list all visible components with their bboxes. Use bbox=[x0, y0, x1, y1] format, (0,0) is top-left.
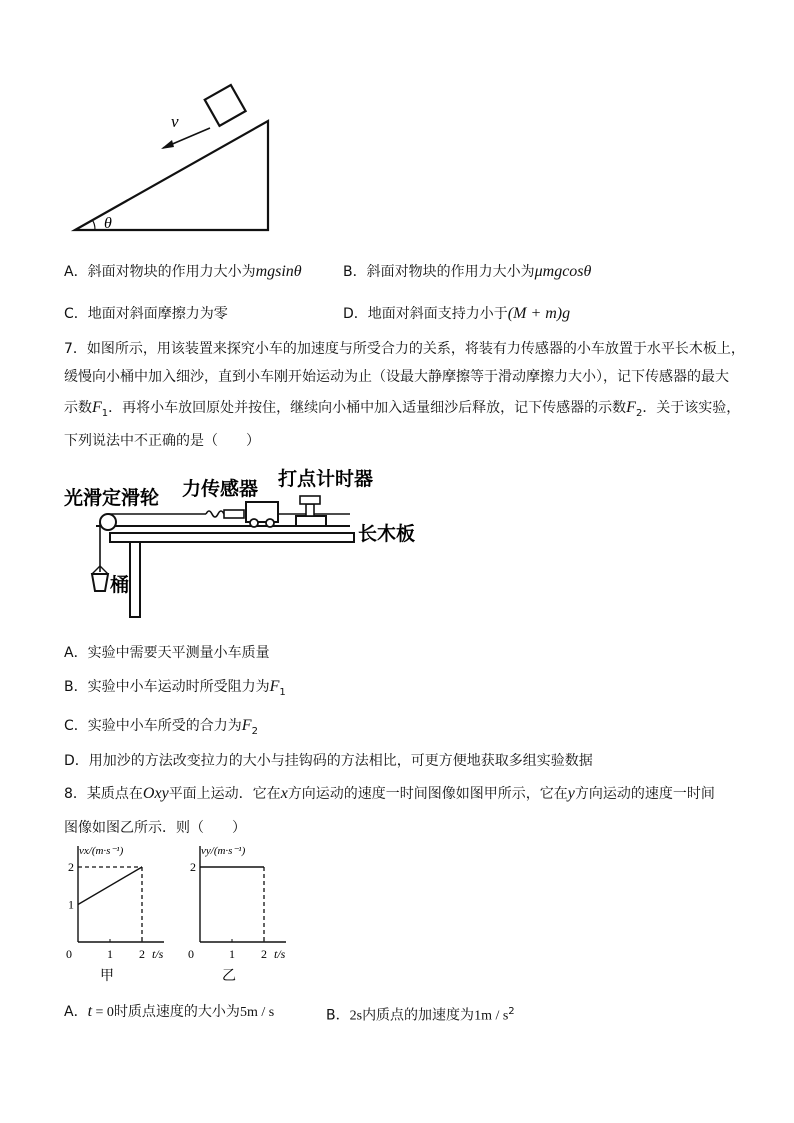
sensor-body bbox=[224, 510, 244, 518]
apparatus-figure bbox=[60, 464, 430, 624]
chart-jia bbox=[64, 844, 184, 984]
q8-option-a-eq: = 0 bbox=[92, 1005, 114, 1020]
q7-option-b-text: B．实验中小车运动时所受阻力为 bbox=[64, 679, 270, 695]
q8-option-b-s: 2s bbox=[349, 1008, 363, 1024]
q6-option-a-math: mgsinθ bbox=[255, 263, 302, 280]
q7-option-c bbox=[64, 716, 258, 742]
q7-option-b-f: F bbox=[269, 678, 280, 695]
pulley bbox=[100, 514, 116, 530]
cart-wheel-2 bbox=[266, 519, 274, 527]
q7-line-4: 下列说法中不正确的是（ ） bbox=[64, 433, 260, 449]
x-axis-label: t/s bbox=[152, 947, 164, 961]
timer-base bbox=[296, 516, 326, 526]
q6-option-b-math: μmgcosθ bbox=[534, 263, 592, 280]
q8-line-1 bbox=[64, 784, 715, 804]
data-line bbox=[78, 867, 142, 905]
pulley-label: 光滑定滑轮 bbox=[64, 487, 160, 509]
q7-f2: F bbox=[626, 399, 636, 416]
q7-option-d: D．用加沙的方法改变拉力的大小与挂钩码的方法相比，可更方便地获取多组实验数据 bbox=[64, 753, 593, 769]
bucket-label: 桶 bbox=[110, 574, 130, 596]
q7-line-3-a: 示数 bbox=[64, 400, 92, 416]
x-tick-label: 0 bbox=[66, 947, 72, 961]
q7-f1: F bbox=[92, 399, 102, 416]
q8-line-1-c: 方向运动的速度一时间图像如图甲所示，它在 bbox=[287, 786, 568, 802]
q8-option-a-val: 5m / s bbox=[239, 1005, 275, 1020]
q8-oxy: Oxy bbox=[142, 785, 169, 802]
q8-option-b-sup: 2 bbox=[508, 1006, 515, 1017]
x-tick-label: 1 bbox=[229, 947, 235, 961]
timer-post bbox=[306, 504, 314, 516]
q8-line-2: 图像如图乙所示．则（ ） bbox=[64, 820, 246, 836]
q8-option-b bbox=[326, 1002, 515, 1027]
block bbox=[205, 85, 246, 126]
q7-option-c-f: F bbox=[241, 717, 252, 734]
incline-triangle bbox=[75, 121, 268, 230]
y-tick-label: 2 bbox=[68, 860, 74, 874]
q7-option-c-text: C．实验中小车所受的合力为 bbox=[64, 718, 242, 734]
velocity-arrowhead bbox=[161, 140, 174, 149]
force-sensor bbox=[206, 511, 224, 517]
q7-line-3-b: ．再将小车放回原处并按住，继续向小桶中加入适量细沙后释放，记下传感器的示数 bbox=[108, 400, 627, 416]
q8-option-b-prefix: B． bbox=[326, 1007, 350, 1024]
q7-line-3-c: ．关于该实验， bbox=[642, 400, 741, 416]
chart-name-label: 乙 bbox=[222, 968, 236, 984]
q8-line-1-a: 8．某质点在 bbox=[64, 786, 143, 802]
y-tick-label: 2 bbox=[190, 860, 196, 874]
q7-line-1: 7．如图所示，用该装置来探究小车的加速度与所受合力的关系，将装有力传感器的小车放置于水平长木板上， bbox=[64, 341, 745, 357]
board-label: 长木板 bbox=[358, 523, 416, 545]
q8-option-a-text: 时质点速度的大小为 bbox=[113, 1004, 240, 1020]
q7-line-2: 缓慢向小桶中加入细沙，直到小车刚开始运动为止（设最大静摩擦等于滑动摩擦力大小），记下传感器的最大 bbox=[64, 369, 729, 385]
bucket bbox=[92, 574, 108, 591]
q7-line-3 bbox=[64, 398, 740, 424]
q7-f1-sub: 1 bbox=[101, 407, 109, 419]
x-tick-label: 1 bbox=[107, 947, 113, 961]
q6-option-b bbox=[343, 262, 591, 282]
x-tick-label: 0 bbox=[188, 947, 194, 961]
y-axis-label: vy/(m·s⁻¹) bbox=[201, 845, 246, 857]
timer-head bbox=[300, 496, 320, 504]
x-tick-label: 2 bbox=[261, 947, 267, 961]
q7-option-c-sub: 2 bbox=[251, 725, 258, 737]
q6-option-a-text: A．斜面对物块的作用力大小为 bbox=[64, 264, 256, 280]
angle-label: θ bbox=[104, 215, 112, 232]
q7-option-a: A．实验中需要天平测量小车质量 bbox=[64, 645, 270, 661]
q8-option-a-prefix: A． bbox=[64, 1004, 88, 1020]
q6-option-c: C．地面对斜面摩擦力为零 bbox=[64, 306, 228, 322]
q8-y: y bbox=[567, 785, 575, 802]
q8-option-b-text: 内质点的加速度为 bbox=[362, 1007, 475, 1024]
q7-f2-sub: 2 bbox=[635, 407, 643, 419]
q6-option-b-text: B．斜面对物块的作用力大小为 bbox=[343, 264, 535, 280]
velocity-label: v bbox=[171, 112, 179, 131]
q8-line-1-b: 平面上运动．它在 bbox=[168, 786, 281, 802]
q6-option-d-text: D．地面对斜面支持力小于 bbox=[343, 306, 508, 322]
q8-x: x bbox=[280, 785, 288, 802]
q8-option-b-val: 1m / s bbox=[474, 1008, 509, 1024]
cart-wheel-1 bbox=[250, 519, 258, 527]
y-tick-label: 1 bbox=[68, 897, 74, 912]
cart bbox=[246, 502, 278, 522]
q7-option-b-sub: 1 bbox=[279, 686, 286, 698]
x-tick-label: 2 bbox=[139, 947, 145, 961]
angle-arc bbox=[92, 220, 95, 230]
incline-figure bbox=[60, 95, 360, 245]
q6-option-d-math: (M + m)g bbox=[507, 305, 571, 322]
long-board bbox=[110, 533, 354, 542]
q6-option-d bbox=[343, 304, 570, 324]
q8-option-a bbox=[64, 1002, 274, 1023]
sensor-label: 力传感器 bbox=[182, 478, 259, 500]
chart-name-label: 甲 bbox=[100, 968, 114, 984]
q7-option-b bbox=[64, 677, 286, 703]
q8-option-a-t: t bbox=[87, 1003, 93, 1020]
table-leg bbox=[130, 542, 140, 617]
q6-option-a bbox=[64, 262, 302, 282]
chart-yi bbox=[186, 844, 306, 984]
y-axis-label: vx/(m·s⁻¹) bbox=[79, 845, 124, 857]
timer-label: 打点计时器 bbox=[278, 468, 374, 490]
q8-line-1-d: 方向运动的速度一时间 bbox=[574, 786, 715, 802]
x-axis-label: t/s bbox=[274, 947, 286, 961]
